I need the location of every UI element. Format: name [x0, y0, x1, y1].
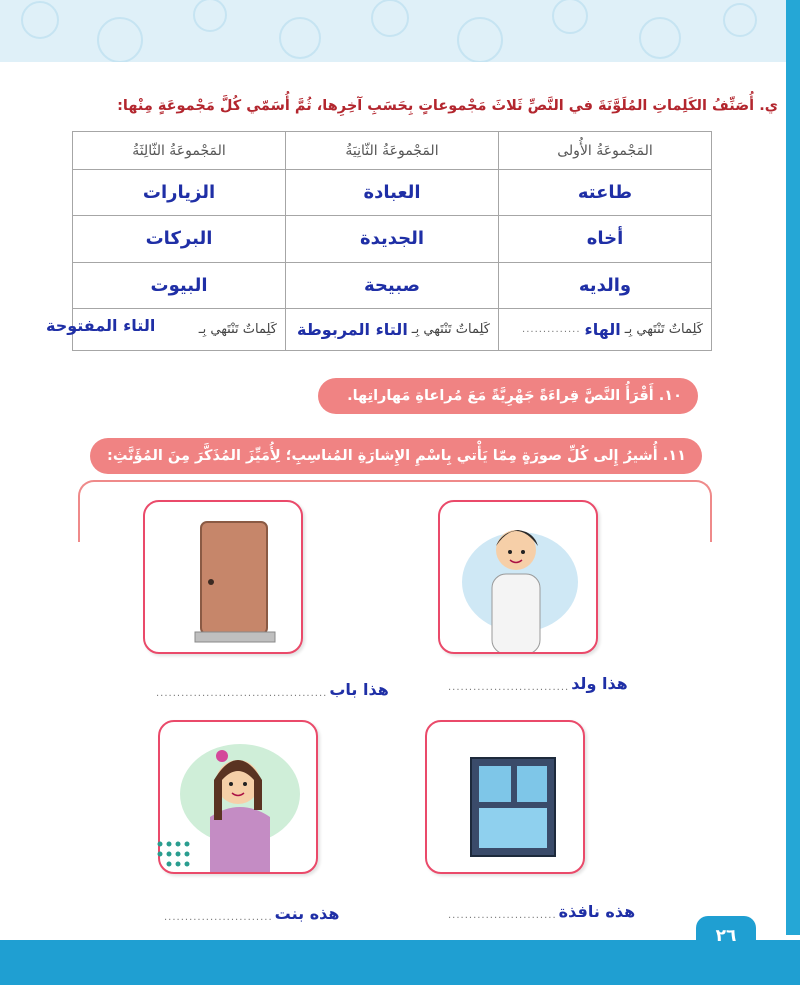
dot-grid-decoration — [156, 840, 192, 870]
header-band — [0, 0, 800, 62]
door-icon — [145, 502, 301, 652]
window-card — [425, 720, 585, 874]
answer-line: .......................... — [448, 910, 557, 921]
exercise-11-banner: ١١. أُشيرُ إِلى كُلِّ صورَةٍ مِمّا يَأْتي بِاسْمِ الإِشارَةِ المُناسِبِ؛ لِأُمَيِّزَ المُذَكَّرَ مِنَ المُؤَنَّثِ: — [90, 438, 702, 474]
answer-text: هذا باب — [329, 680, 389, 699]
footer-answer: الهاء — [584, 319, 621, 339]
table-cell: والديه — [499, 262, 712, 308]
boy-icon — [440, 502, 596, 652]
window-icon — [427, 722, 583, 872]
caption-window — [448, 902, 635, 921]
page-number: ٢٦ — [696, 916, 756, 956]
table-cell: صبيحة — [286, 262, 499, 308]
footer-band — [0, 940, 800, 985]
table-cell: أخاه — [499, 216, 712, 262]
footer-prefix: كَلِماتٌ تَنْتَهي بِـ — [624, 321, 703, 337]
decorative-pattern — [0, 0, 800, 62]
classification-table — [72, 131, 712, 351]
table-cell: البيوت — [73, 262, 286, 308]
caption-boy — [448, 674, 628, 693]
footer-prefix: كَلِماتٌ تَنْتَهي بِـ — [411, 321, 490, 337]
table-cell: الزيارات — [73, 170, 286, 216]
answer-line: ............................. — [448, 682, 570, 693]
footer-prefix: كَلِماتٌ تَنْتَهي بِـ — [198, 321, 277, 337]
answer-line: .............. — [522, 323, 581, 335]
answer-line: .......................... — [164, 912, 273, 923]
caption-girl — [164, 904, 339, 923]
table-cell: طاعته — [499, 170, 712, 216]
caption-door — [156, 680, 389, 699]
answer-text: هذه نافذة — [558, 902, 636, 921]
exercise-10-banner: ١٠. أَقْرَأُ النَّصَّ قِراءَةً جَهْرِيَّةً مَعَ مُراعاةِ مَهاراتِها. — [318, 378, 698, 414]
footer-cell-2 — [286, 308, 499, 350]
answer-text: هذا ولد — [571, 674, 628, 693]
door-card — [143, 500, 303, 654]
answer-text: هذه بنت — [274, 904, 340, 923]
side-bar — [786, 0, 800, 935]
table-cell: البركات — [73, 216, 286, 262]
instruction-text: ي. أُصَنِّفُ الكَلِماتِ المُلَوَّنَةَ في النَّصِّ ثَلاثَ مَجْموعاتٍ بِحَسَبِ آخِرِها، ثُمَّ أُسَمّي كُلَّ مَجْموعَةٍ مِنْها: — [117, 98, 778, 114]
answer-line: ......................................... — [156, 688, 328, 699]
footer-answer-3: التاء المفتوحة — [46, 316, 156, 335]
table-cell: الجديدة — [286, 216, 499, 262]
header-group-1: المَجْموعَةُ الأُولى — [499, 132, 712, 170]
header-group-3: المَجْموعَةُ الثّالِثَةُ — [73, 132, 286, 170]
header-group-2: المَجْموعَةُ الثّانِيَةُ — [286, 132, 499, 170]
boy-card — [438, 500, 598, 654]
table-cell: العبادة — [286, 170, 499, 216]
footer-answer: التاء المربوطة — [297, 319, 408, 339]
footer-cell-1 — [499, 308, 712, 350]
